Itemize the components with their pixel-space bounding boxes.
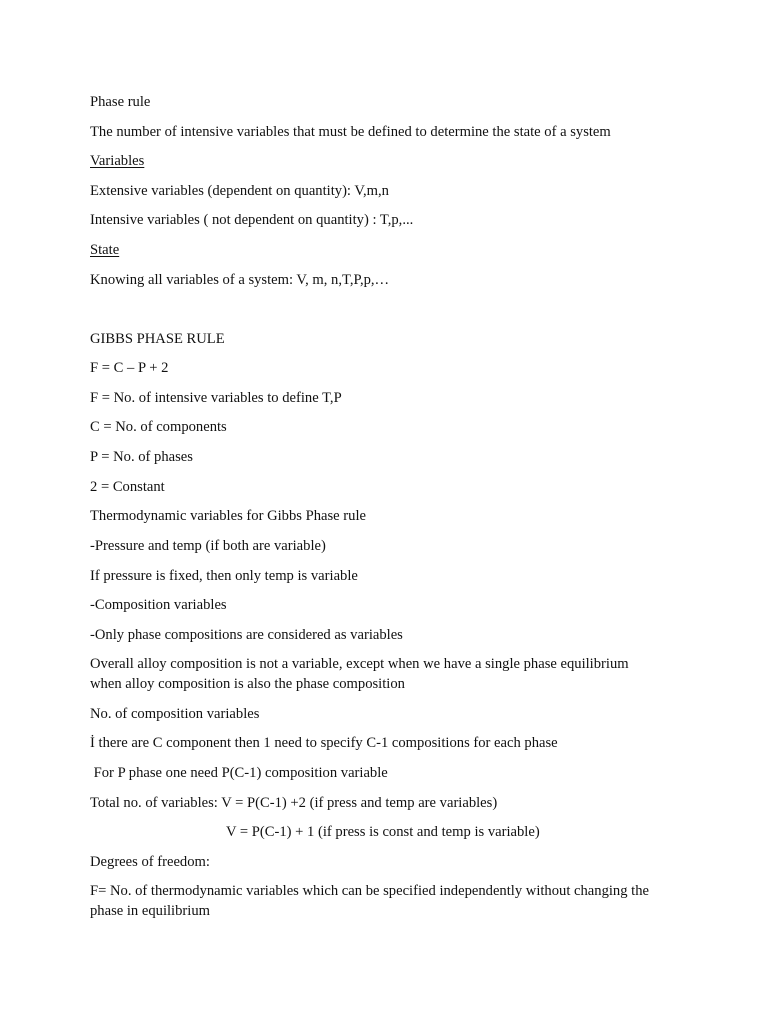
extensive-variables-line: Extensive variables (dependent on quantity): V,m,n <box>90 183 389 199</box>
p-definition: P = No. of phases <box>90 449 193 465</box>
heading-gibbs-phase-rule: GIBBS PHASE RULE <box>90 331 225 347</box>
document-page <box>90 0 690 1024</box>
degrees-of-freedom-heading: Degrees of freedom: <box>90 854 210 870</box>
p-phase-line: For P phase one need P(C-1) composition variable <box>90 765 388 781</box>
composition-variables-count-heading: No. of composition variables <box>90 706 260 722</box>
pressure-temp-line: -Pressure and temp (if both are variable) <box>90 538 326 554</box>
overall-alloy-line-1: Overall alloy composition is not a variable, except when we have a single phase equilibrium <box>90 656 629 672</box>
heading-phase-rule: Phase rule <box>90 94 151 110</box>
composition-variables-line: -Composition variables <box>90 597 227 613</box>
state-definition-line: Knowing all variables of a system: V, m, n,T,P,p,… <box>90 272 390 288</box>
subheading-variables: Variables <box>90 153 145 169</box>
overall-alloy-line-2: when alloy composition is also the phase composition <box>90 676 405 692</box>
total-variables-line-const-press: V = P(C-1) + 1 (if press is const and temp is variable) <box>226 824 540 840</box>
intensive-variables-line: Intensive variables ( not dependent on quantity) : T,p,... <box>90 212 414 228</box>
constant-definition: 2 = Constant <box>90 479 165 495</box>
c-definition: C = No. of components <box>90 419 227 435</box>
c-component-line: İ there are C component then 1 need to specify C-1 compositions for each phase <box>90 735 558 751</box>
degrees-of-freedom-definition-2: phase in equilibrium <box>90 903 210 919</box>
degrees-of-freedom-definition-1: F= No. of thermodynamic variables which can be specified independently without changing the <box>90 883 649 899</box>
f-definition: F = No. of intensive variables to define T,P <box>90 390 342 406</box>
gibbs-equation: F = C – P + 2 <box>90 360 169 376</box>
pressure-fixed-line: If pressure is fixed, then only temp is variable <box>90 568 358 584</box>
phase-compositions-line: -Only phase compositions are considered as variables <box>90 627 403 643</box>
total-variables-line: Total no. of variables: V = P(C-1) +2 (if press and temp are variables) <box>90 795 498 811</box>
subheading-state: State <box>90 242 120 258</box>
thermo-variables-heading: Thermodynamic variables for Gibbs Phase rule <box>90 508 366 524</box>
phase-rule-definition: The number of intensive variables that must be defined to determine the state of a system <box>90 124 611 140</box>
